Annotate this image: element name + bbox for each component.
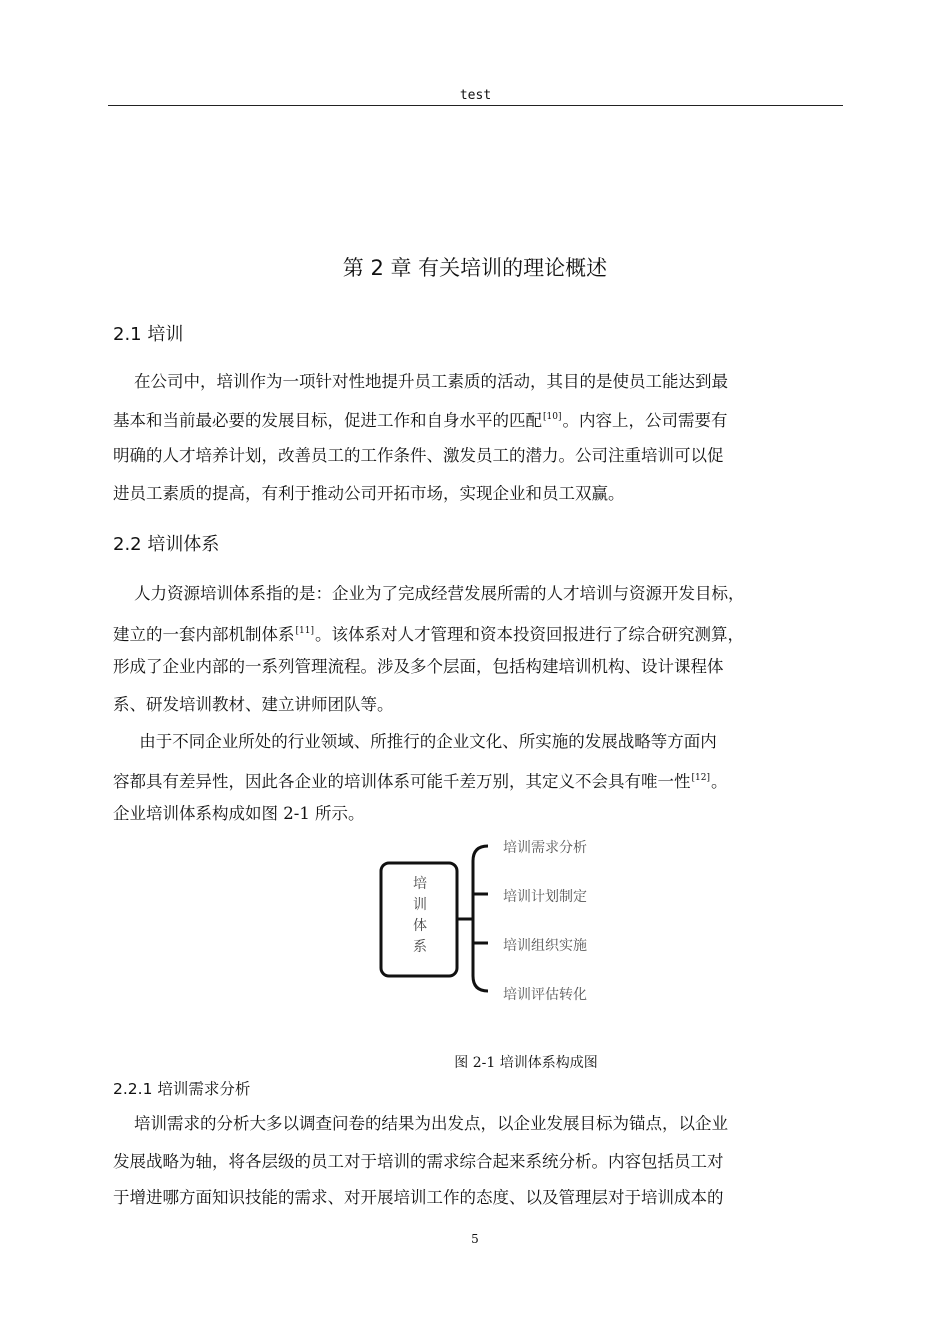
branch-label: 培训需求分析 (503, 840, 587, 856)
citation: [10] (543, 412, 562, 422)
header-rule (108, 105, 843, 106)
citation: [12] (691, 773, 710, 783)
section-title-2-2: 2.2 培训体系 (113, 534, 220, 555)
root-label: 培 训 体 系 (413, 876, 427, 955)
section-title-2-1: 2.1 培训 (113, 324, 184, 345)
paragraph-line: 形成了企业内部的一系列管理流程。涉及多个层面，包括构建培训机构、设计课程体 (113, 657, 724, 676)
paragraph-line: 基本和当前最必要的发展目标，促进工作和自身水平的匹配[10]。内容上，公司需要有 (113, 411, 728, 430)
running-header: test (459, 88, 492, 103)
paragraph-line: 进员工素质的提高，有利于推动公司开拓市场，实现企业和员工双赢。 (113, 484, 625, 503)
citation: [11] (295, 626, 314, 636)
bracket (473, 846, 488, 991)
branch-label: 培训组织实施 (503, 938, 587, 954)
section-title-2-2-1: 2.2.1 培训需求分析 (113, 1080, 251, 1098)
paragraph-line: 发展战略为轴，将各层级的员工对于培训的需求综合起来系统分析。内容包括员工对 (113, 1152, 724, 1171)
page-number: 5 (471, 1232, 479, 1246)
branch-label: 培训计划制定 (503, 889, 587, 905)
paragraph-line: 人力资源培训体系指的是：企业为了完成经营发展所需的人才培训与资源开发目标， (113, 584, 745, 603)
paragraph-line: 在公司中，培训作为一项针对性地提升员工素质的活动，其目的是使员工能达到最 (113, 372, 728, 391)
paragraph-line: 企业培训体系构成如图 2-1 所示。 (113, 804, 365, 823)
branch-label: 培训评估转化 (503, 987, 587, 1003)
figure-caption: 图 2-1 培训体系构成图 (454, 1055, 598, 1071)
paragraph-line: 培训需求的分析大多以调查问卷的结果为出发点，以企业发展目标为锚点，以企业 (113, 1114, 728, 1133)
paragraph-line: 于增进哪方面知识技能的需求、对开展培训工作的态度、以及管理层对于培训成本的 (113, 1188, 724, 1207)
paragraph-line: 系、研发培训教材、建立讲师团队等。 (113, 695, 394, 714)
paragraph-line: 由于不同企业所处的行业领域、所推行的企业文化、所实施的发展战略等方面内 (113, 732, 717, 751)
chapter-title: 第 2 章 有关培训的理论概述 (342, 256, 608, 280)
paragraph-line: 建立的一套内部机制体系[11]。该体系对人才管理和资本投资回报进行了综合研究测算， (113, 625, 744, 644)
paragraph-line: 明确的人才培养计划，改善员工的工作条件、激发员工的潜力。公司注重培训可以促 (113, 446, 724, 465)
paragraph-line: 容都具有差异性，因此各企业的培训体系可能千差万别，其定义不会具有唯一性[12]。 (113, 772, 728, 791)
